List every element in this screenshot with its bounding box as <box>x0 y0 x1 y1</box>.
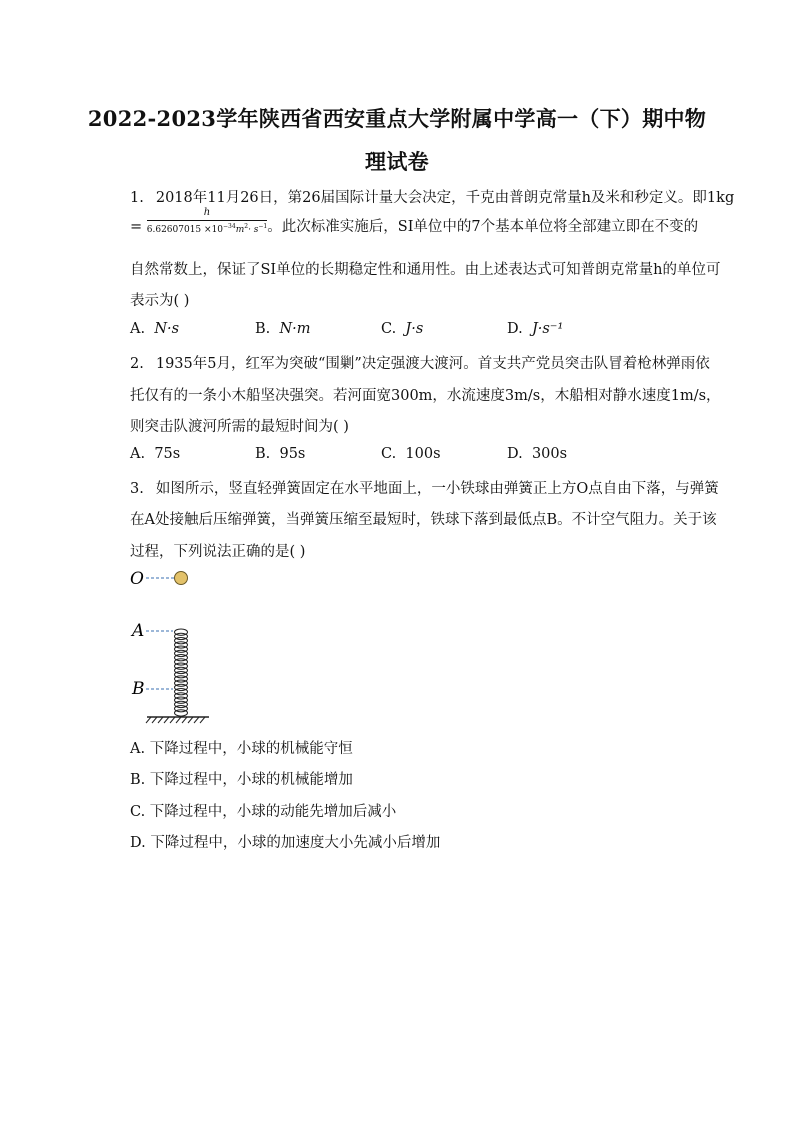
q1-eq-prefix: = <box>130 219 143 235</box>
q3-text-line3: 过程，下列说法正确的是( ) <box>130 544 306 560</box>
q2-option-d-label: D. <box>507 446 523 462</box>
paper-title-line1: 2022-2023学年陕西省西安重点大学附属中学高一（下）期中物 <box>87 106 707 131</box>
q2-option-c-label: C. <box>381 446 397 462</box>
q1-den-b: m <box>235 225 245 235</box>
q2-option-a-text: 75s <box>154 446 181 462</box>
q3-spring-figure <box>125 562 220 727</box>
ground-hatch-mark <box>146 717 151 723</box>
ground-hatch-mark <box>170 717 175 723</box>
q2-text-line2: 托仅有的一条小木船坚决强突。若河面宽300m，水流速度3m/s，木船相对静水速度1m/s， <box>130 388 721 404</box>
paper-title-line2: 理试卷 <box>365 149 429 174</box>
q1-option-d-text: J·s⁻¹ <box>531 321 564 337</box>
q2-option-b[interactable] <box>255 446 305 462</box>
q3-option-d-text: 下降过程中，小球的加速度大小先减小后增加 <box>150 835 441 851</box>
q3-option-c-text: 下降过程中，小球的动能先增加后减小 <box>149 804 397 820</box>
q1-den-c: · s <box>248 225 259 235</box>
q1-option-c[interactable] <box>381 321 423 337</box>
ground-hatch-mark <box>200 717 205 723</box>
figure-label-a: A <box>132 621 145 641</box>
q1-option-a-text: N·s <box>154 321 180 337</box>
q2-option-d[interactable] <box>507 446 567 462</box>
q3-option-a-text: 下降过程中，小球的机械能守恒 <box>149 741 353 757</box>
q1-den-exp2: 2 <box>244 223 249 230</box>
q1-option-a[interactable] <box>130 321 179 337</box>
ground-hatch-mark <box>182 717 187 723</box>
q2-option-c[interactable] <box>381 446 441 462</box>
q2-number: 2. <box>130 356 144 372</box>
q1-den-a: 6.62607015 ×10 <box>146 225 224 235</box>
q3-option-b[interactable] <box>130 768 353 789</box>
q1-option-c-label: C. <box>381 321 397 337</box>
q1-den-exp3: −1 <box>258 223 268 230</box>
q1-option-d-label: D. <box>507 321 523 337</box>
q1-frac-denominator <box>147 221 268 235</box>
q3-number: 3. <box>130 481 144 497</box>
q1-frac-numerator: h <box>147 207 268 221</box>
q1-text-line1: 2018年11月26日，第26届国际计量大会决定，千克由普朗克常量h及米和秒定义。即1kg <box>155 190 735 206</box>
q1-fraction <box>147 207 268 235</box>
ground-hatch-mark <box>194 717 199 723</box>
spring <box>175 629 188 716</box>
q3-line1 <box>130 477 719 498</box>
q3-option-a[interactable] <box>130 737 353 758</box>
q1-option-c-text: J·s <box>405 321 424 337</box>
q1-text-line3: 自然常数上，保证了SI单位的长期稳定性和通用性。由上述表达式可知普朗克常量h的单位可 <box>130 262 721 278</box>
q2-option-c-text: 100s <box>405 446 441 462</box>
ground-hatch-mark <box>152 717 157 723</box>
ground-hatch-mark <box>158 717 163 723</box>
q3-option-b-text: 下降过程中，小球的机械能增加 <box>149 772 353 788</box>
spring-coil <box>175 710 188 716</box>
q3-option-d-label: D. <box>130 835 146 851</box>
q1-option-b-label: B. <box>255 321 271 337</box>
q3-text-line2: 在A处接触后压缩弹簧，当弹簧压缩至最短时，铁球下落到最低点B。不计空气阻力。关于该 <box>130 512 717 528</box>
q1-equation <box>130 207 699 241</box>
q1-option-a-label: A. <box>130 321 146 337</box>
q3-option-b-label: B. <box>130 772 146 788</box>
q2-option-d-text: 300s <box>531 446 568 462</box>
q1-option-b[interactable] <box>255 321 311 337</box>
q1-option-b-text: N·m <box>279 321 311 337</box>
q1-den-exp: −34 <box>223 223 236 230</box>
figure-label-o: O <box>130 569 144 589</box>
q2-option-a[interactable] <box>130 446 180 462</box>
q1-text-line2: 。此次标准实施后，SI单位中的7个基本单位将全部建立即在不变的 <box>267 219 699 235</box>
q1-line1 <box>130 186 734 207</box>
q3-text-line1: 如图所示，竖直轻弹簧固定在水平地面上，一小铁球由弹簧正上方O点自由下落，与弹簧 <box>155 481 719 497</box>
q1-number: 1. <box>130 190 144 206</box>
ground-hatch-mark <box>188 717 193 723</box>
q2-option-b-label: B. <box>255 446 271 462</box>
q3-option-d[interactable] <box>130 831 440 852</box>
ground-hatch-mark <box>176 717 181 723</box>
q3-option-a-label: A. <box>130 741 146 757</box>
q1-text-line4: 表示为( ) <box>130 293 190 309</box>
figure-label-b: B <box>132 679 145 699</box>
q2-text-line1: 1935年5月，红军为突破“围剿”决定强渡大渡河。首支共产党员突击队冒着枪林弹雨依 <box>155 356 710 372</box>
ground-hatch <box>146 717 205 723</box>
q3-option-c[interactable] <box>130 800 396 821</box>
q2-option-b-text: 95s <box>279 446 306 462</box>
q2-text-line3: 则突击队渡河所需的最短时间为( ) <box>130 419 349 435</box>
iron-ball <box>175 572 188 585</box>
q1-option-d[interactable] <box>507 321 563 337</box>
q2-line1 <box>130 352 710 373</box>
q3-option-c-label: C. <box>130 804 146 820</box>
q2-option-a-label: A. <box>130 446 146 462</box>
ground-hatch-mark <box>164 717 169 723</box>
